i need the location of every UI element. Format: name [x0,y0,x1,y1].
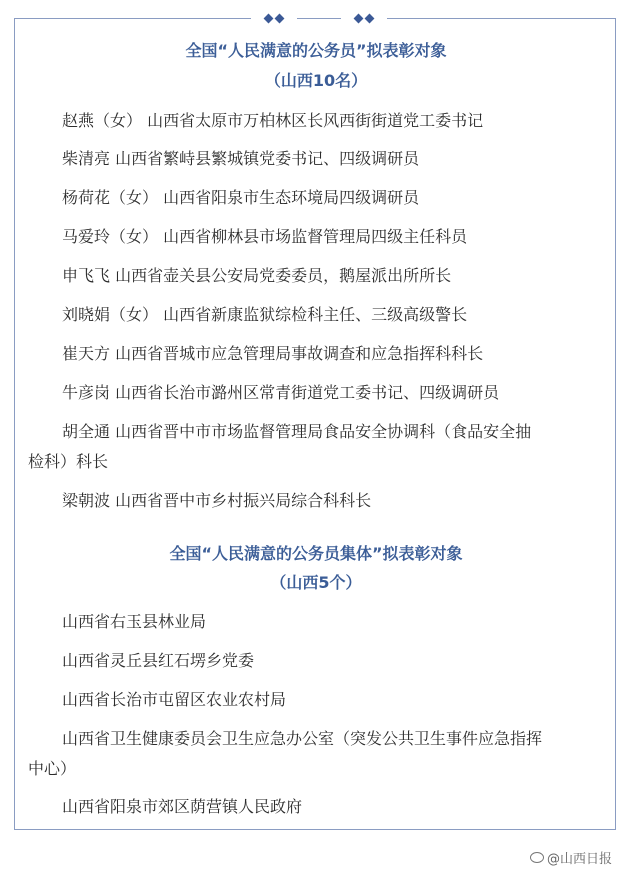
list-item: 崔天方 山西省晋城市应急管理局事故调查和应急指挥科科长 [62,344,484,363]
list-item: 梁朝波 山西省晋中市乡村振兴局综合科科长 [62,491,372,510]
section1-title: 全国“人民满意的公务员”拟表彰对象 [185,41,447,60]
diamond-icon [264,13,274,23]
diamond-icon [275,13,285,23]
list-item: 胡全通 山西省晋中市市场监督管理局食品安全协调科（食品安全抽 [62,422,532,441]
list-item: 山西省灵丘县红石塄乡党委 [62,651,255,670]
list-item: 申飞飞 山西省壶关县公安局党委委员，鹅屋派出所所长 [62,266,452,285]
list-item: 柴清亮 山西省繁峙县繁城镇党委书记、四级调研员 [62,149,420,168]
list-item: 马爱玲（女） 山西省柳林县市场监督管理局四级主任科员 [62,227,468,246]
list-item: 刘晓娟（女） 山西省新康监狱综检科主任、三级高级警长 [62,305,468,324]
watermark-text: @山西日报 [547,852,613,867]
list-item: 山西省阳泉市郊区荫营镇人民政府 [62,797,303,816]
list-item: 山西省长治市屯留区农业农村局 [62,690,287,709]
decor-diamonds-left [251,12,297,24]
section2-title: 全国“人民满意的公务员集体”拟表彰对象 [169,544,463,563]
section1-subtitle: （山西10名） [264,71,368,90]
list-item: 赵燕（女） 山西省太原市万柏林区长风西街街道党工委书记 [62,111,484,130]
list-item: 山西省卫生健康委员会卫生应急办公室（突发公共卫生事件应急指挥 [62,729,543,748]
section2-subtitle: （山西5个） [270,573,362,592]
diamond-icon [365,13,375,23]
watermark [530,848,612,867]
list-item: 牛彦岗 山西省长治市潞州区常青街道党工委书记、四级调研员 [62,383,500,402]
list-item-continuation: 检科）科长 [28,452,109,471]
list-item: 山西省右玉县林业局 [62,612,207,631]
decor-diamonds-right [341,12,387,24]
diamond-icon [354,13,364,23]
weibo-icon [530,852,544,863]
list-item: 杨荷花（女） 山西省阳泉市生态环境局四级调研员 [62,188,420,207]
list-item-continuation: 中心） [28,759,77,778]
